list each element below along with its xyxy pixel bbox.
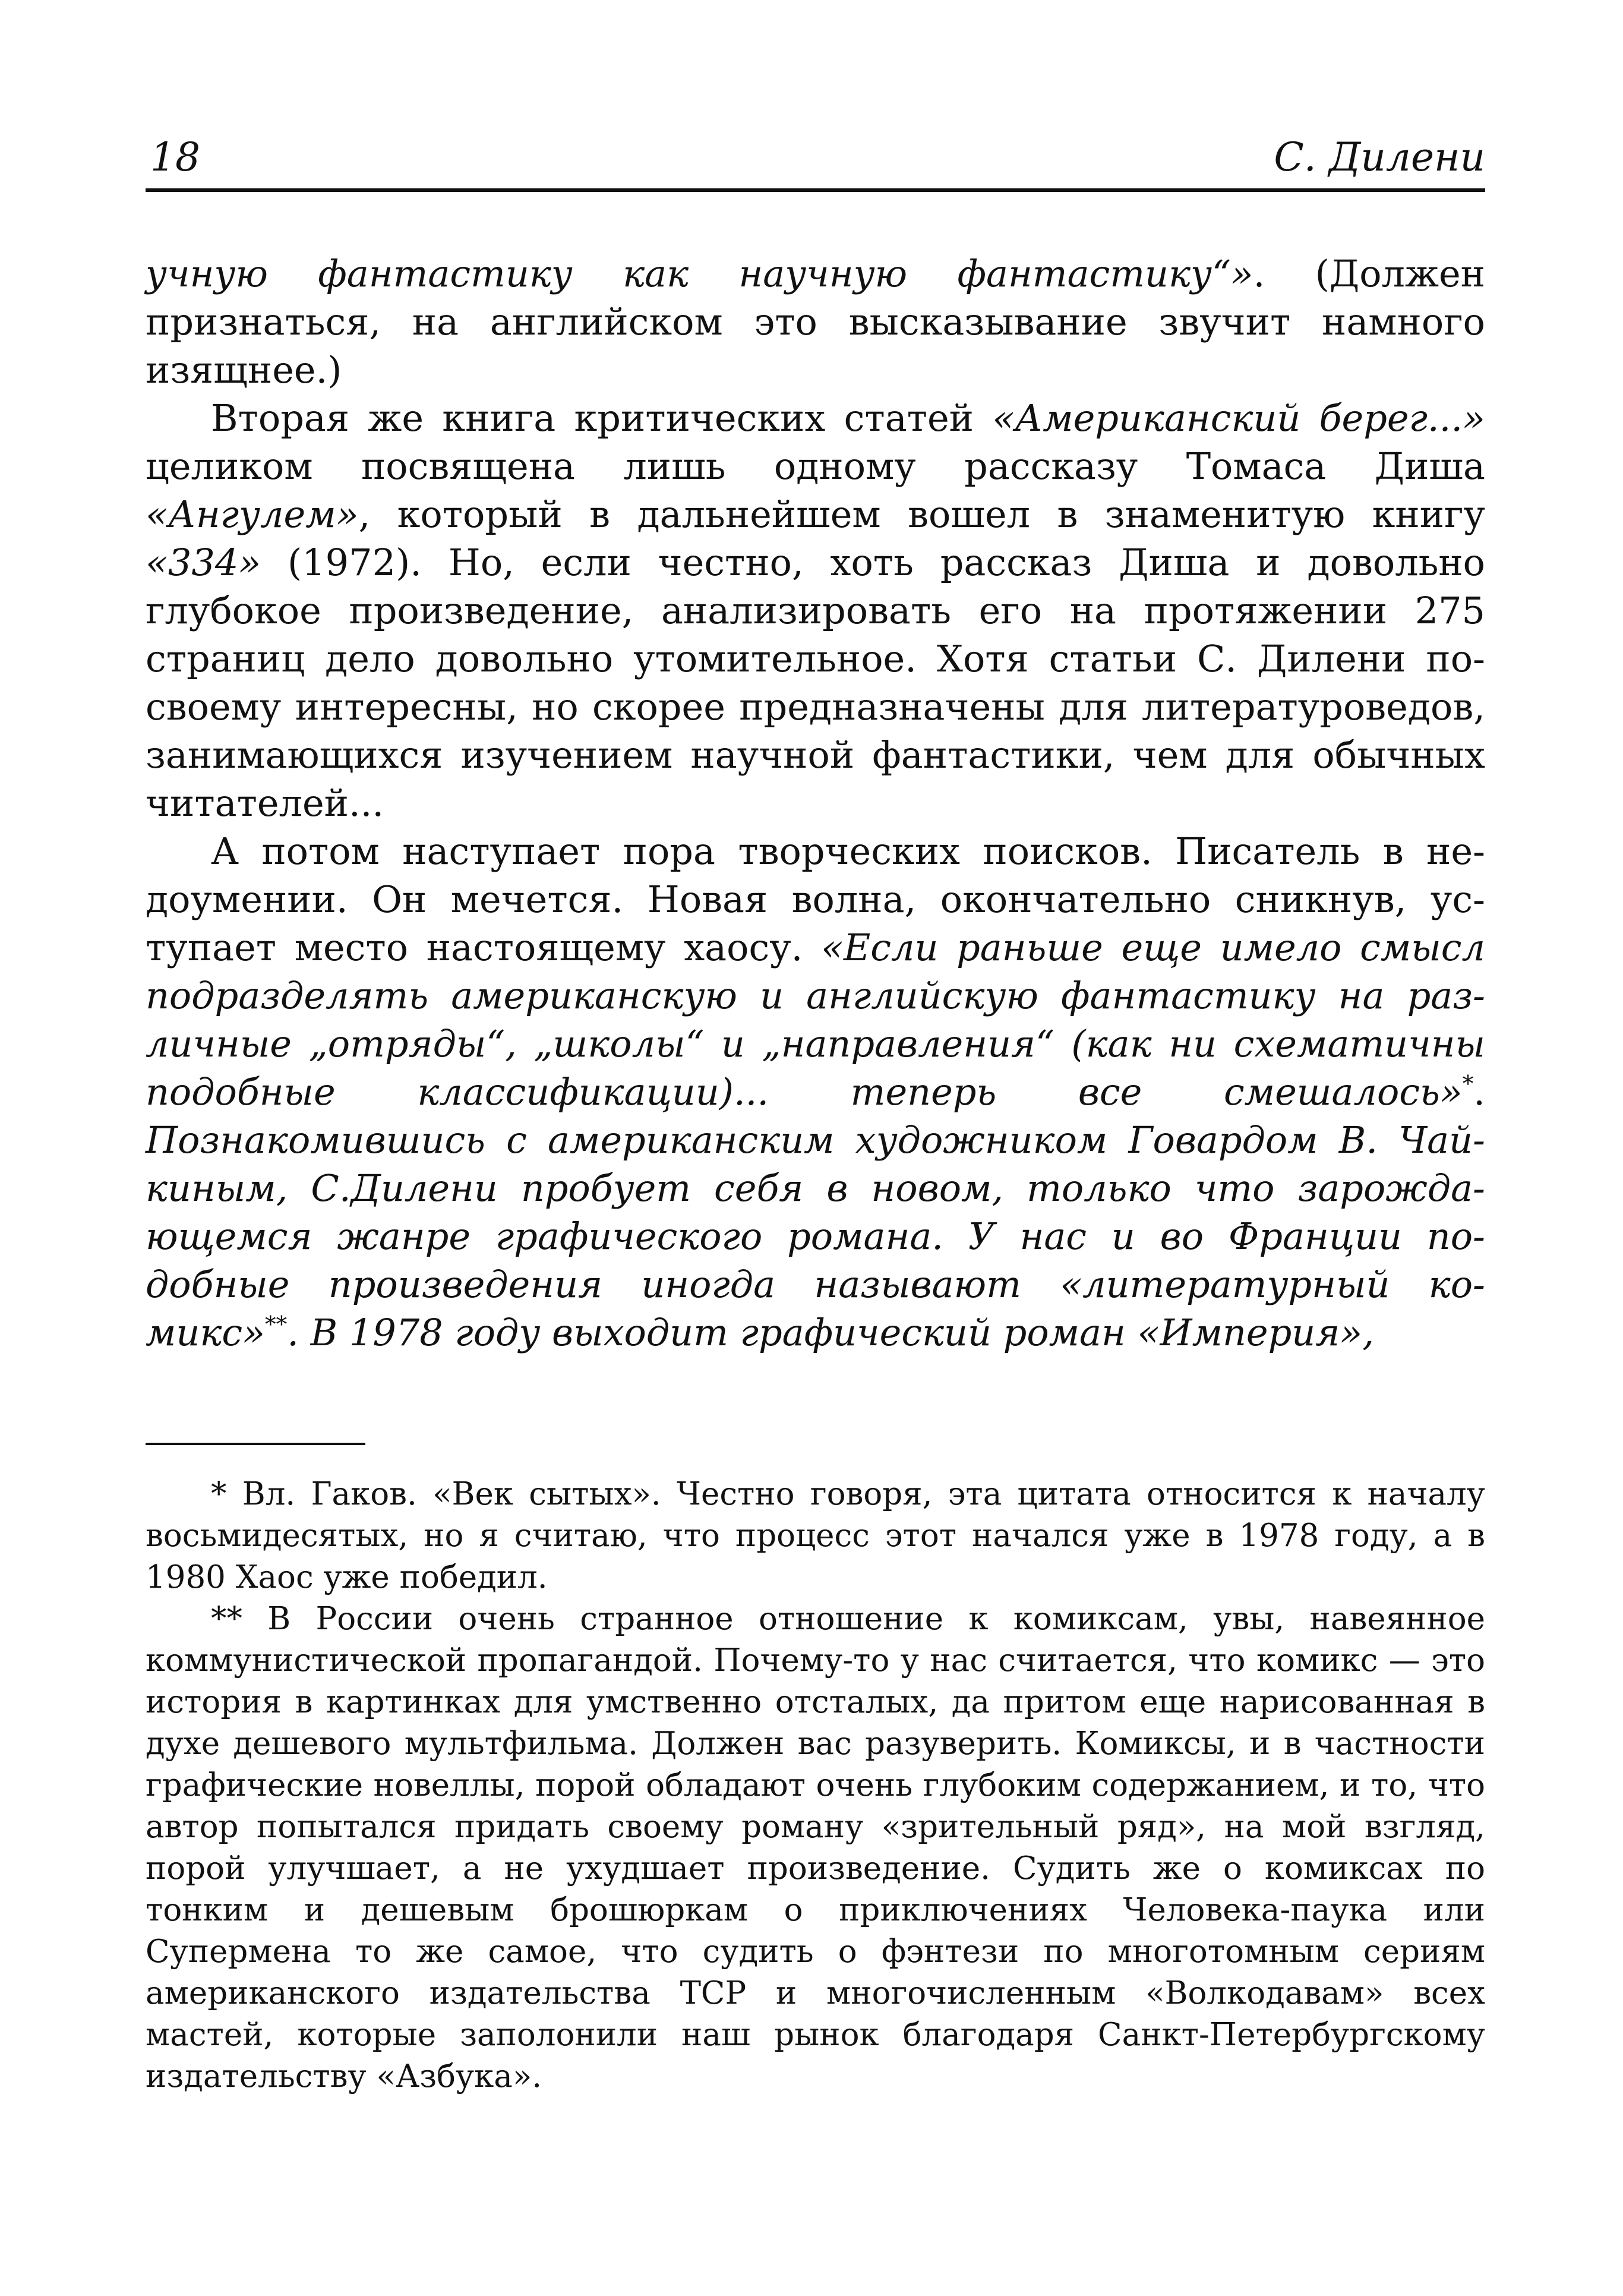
book-page (146, 0, 1485, 2296)
story-title: «Ангулем» (146, 493, 359, 536)
paragraph-3 (146, 827, 1485, 1357)
italic-quote: учную фантастику как научную фантастику“» (146, 252, 1253, 295)
italic-text: Познакомившись с американским художником Говардом В. Чайкиным, С.Дилени пробует себя в новом, только что зарождающемся жанре графического романа. У нас и во Франции подобные произведения иногда называют «литературный комикс» (146, 1118, 1485, 1354)
book-title: «334» (146, 541, 261, 584)
footnote-1: * Вл. Гаков. «Век сытых». Честно говоря, эта цитата относится к началу восьмидесятых, но я считаю, что процесс этот начался уже в 1978 году, а в 1980 Хаос уже победил. (146, 1476, 1485, 1595)
header-rule (146, 188, 1485, 192)
italic-quote: «Если раньше еще имело смысл подразделять американскую и английскую фантастику на различные „отряды“, „школы“ и „направления“ (как ни схематичны подобные классификации)... теперь все смешалось» (146, 926, 1485, 1114)
paragraph-text: , который в дальнейшем вошел в знаменитую книгу (358, 493, 1485, 536)
footnote-separator (146, 1443, 365, 1445)
footnote-marker-2: ** (265, 1311, 288, 1338)
running-head: С. Дилени (1274, 134, 1485, 180)
page-header (146, 134, 1485, 187)
book-title: «Американский берег...» (992, 396, 1485, 440)
paragraph-text: (1972). Но, если честно, хоть рассказ Диша и довольно глубокое произведение, анализировать его на протяжении 275 страниц дело довольно утомительное. Хотя статьи С. Дилени по-своему интересны, но скорее предназначены для литературоведов, занимающихся изучением научной фантастики, чем для обычных читателей... (146, 541, 1485, 825)
italic-text: . В 1978 году выходит графический роман «Империя», (287, 1311, 1374, 1354)
paragraph-text: А потом наступает пора творческих поисков. Писатель в недоумении. Он мечется. Новая волна, окончательно сникнув, уступает место настоящему хаосу. (146, 830, 1485, 969)
footnote-2: ** В России очень странное отношение к комиксам, увы, навеянное коммунистической пропагандой. Почему-то у нас считается, что комикс — это история в картинках для умственно отсталых, да притом еще нарисованная в духе дешевого мультфильма. Должен вас разуверить. Комиксы, и в частности графические новеллы, порой обладают очень глубоким содержанием, и то, что автор попытался придать своему роману «зрительный ряд», на мой взгляд, порой улучшает, а не ухудшает произведение. Судить же о комиксах по тонким и дешевым брошюркам о приключениях Человека-паука или Супермена то же самое, что судить о фэнтези по многотомным сериям американского издательства TCP и многочисленным «Волкодавам» всех мастей, которые заполонили наш рынок благодаря Санкт-Петербургскому издательству «Азбука». (146, 1601, 1485, 2095)
paragraph-text: . (1473, 1070, 1485, 1114)
paragraph-2 (146, 394, 1485, 827)
main-text (146, 250, 1485, 1357)
paragraph-text: целиком посвящена лишь одному рассказу Томаса Диша (146, 444, 1485, 488)
paragraph-1 (146, 250, 1485, 394)
paragraph-text: Вторая же книга критических статей (211, 396, 993, 440)
footnotes (146, 1474, 1485, 2098)
paragraph-text: . (Должен признаться, на английском это высказывание звучит намного изящнее.) (146, 252, 1485, 392)
page-number: 18 (150, 134, 200, 180)
footnote-marker-1: * (1462, 1070, 1474, 1097)
